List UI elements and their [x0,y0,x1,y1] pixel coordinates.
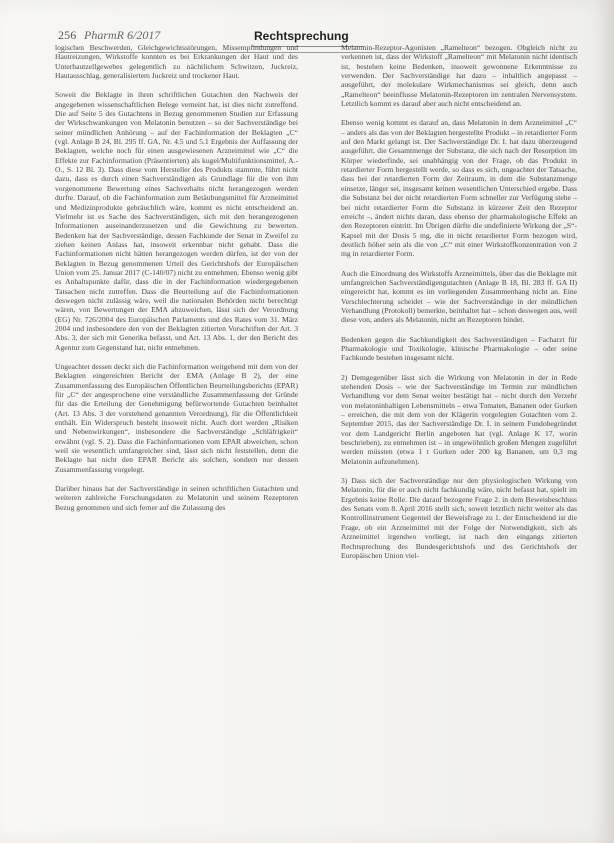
right-paragraph-4: Bedenken gegen die Sachkundigkeit des Sachverständigen – Facharzt für Pharmakologie und Toxikologie, klinische Pharmakologie – oder seine Fachkunde bestehen insgesamt nicht. [341,334,577,363]
right-column [341,43,577,570]
left-paragraph-1: logischen Beschwerden, Gleichgewichtsstörungen, Missempfindungen und Hautreizungen, Wirkstoffe konnten es bei Erkrankungen der Haut und des Unterhautzellgewebes gelegentlich zu nächtlichem Schwitzen, Juckreiz, Hautausschlag, generalisiertem Juckreiz und trockener Haut. [55,43,298,81]
page-number: 256 [58,28,77,42]
left-paragraph-3: Ungeachtet dessen deckt sich die Fachinformation weitgehend mit dem von der Beklagten eingereichten Bericht der EMA (Anlage B 2), der eine Zusammenfassung des Europäischen Öffentlichen Beurteilungsberichts (EPAR) für „C“ der angesprochene eine verständliche Zusammenfassung der Gründe für das die Erteilung der Genehmigung befürwortende Gutachten beinhaltet (Art. 13 Abs. 3 der vorstehend genannten Verordnung), für die Öffentlichkeit enthält. Ein Widerspruch besteht insoweit nicht. Auch dort werden „Risiken und Nebenwirkungen“, insbesondere die Sachverständige „Schläfrigkeit“ erwähnt (vgl. S. 2). Dass die Fachinformationen vom EPAR abweichen, schon weil sie wesentlich umfangreicher sind, lässt sich nicht feststellen, denn die Beklagte hat nicht den EPAR Bericht als solchen, sondern nur dessen Zusammenfassung vorgelegt. [55,362,298,474]
right-paragraph-2: Ebenso wenig kommt es darauf an, dass Melatonin in dem Arzneimittel „C“ – anders als das von der Beklagten hergestellte Produkt – in retardierter Form auf den Markt gelangt ist. Der Sachverständige Dr. I. hat dazu überzeugend ausgeführt, die Gesamtmenge der Substanz, die sich nach der Resorption im Körper wiederfinde, sei unabhängig von der Frage, ob das Produkt in retardierter Form hergestellt werde, so dass es sich, ungeachtet der Tatsache, dass bei der retardierten Form der Zeitraum, in dem die Substanzmenge einsetze, länger sei, insgesamt keinen wesentlichen Unterschied ergebe. Dass die Substanz bei der nicht retardierten Form schneller zur Verfügung stehe – bei nicht retardierter Form die Substanz in kürzerer Zeit den Rezeptor erreicht –, ändert nichts daran, dass ebenso der pharmakologische Effekt an den Rezeptoren eintritt. Im Übrigen dürfte die undefinierte Wirkung der „S“-Kapsel mit der Dosis 5 mg, die in nicht retardierter Form bezogen wird, deutlich höher sein als die von „C“ mit einer Wirkstoffkonzentration von 2 mg in retardierter Form. [341,118,577,259]
right-paragraph-5: 2) Demgegenüber lässt sich die Wirkung von Melatonin in der in Rede stehenden Dosis – wie der Sachverständige im Termin zur mündlichen Verhandlung vor dem Senat weiter bestätigt hat – nicht durch den Verzehr von melatoninhaltigen Lebensmitteln – etwa Tomaten, Bananen oder Gurken – erreichen, die mit dem von der Klägerin vorgelegten Gutachten vom 2. September 2015, das der Sachverständige Dr. I. in seinem Fundobegründet vor dem Landgericht Berlin angeboten hat (vgl. Anlage K 17, worin beschrieben), zu entnehmen ist – in ungewöhnlich großen Mengen zugeführt werden müssten (etwa 1 t Gurken oder 200 kg Bananen, um 0,3 mg Melatonin aufzunehmen). [341,372,577,466]
left-paragraph-2: Soweit die Beklagte in ihren schriftlichen Gutachten den Nachweis der angegebenen wissenschaftlichen Belege verneint hat, ist dies nicht zutreffend. Die auf Seite 5 des Gutachtens in Bezug genommenen Studien zur Erfassung der Wirkschwankungen von Melatonin benutzen – so der Sachverständige bei seiner mündlichen Anhörung – auf der Fachinformation der Beklagten „C“ (vgl. Anlage B 24, Bl. 295 ff. GA, Nr. 4.5 und 5.1 Ergebnis der Auffassung der Beklagten, welche noch für einen ausgewiesenen Arzneimittel wie „C“ die Effekte zur Fachinformation (Präsentierten) als kugel/Multifunktionsmittel, A.-O., S. 12 Bl. 3). Dass diese vom Hersteller des Produkts stammte, führt nicht dazu, dass es durch einen Sachverständigen als Grundlage für die von ihm vorgenommene Bewertung eines Sachverhalts nicht herangezogen werden durfte. Darauf, ob die Fachinformation zum Betäubungsmittel für Arzneimittel und Medizinprodukte gebräuchlich wäre, kommt es nicht entscheidend an. Vielmehr ist es Sache des Sachverständigen, sich mit den herangezogenen Informationen auseinanderzusetzen und die Gewichtung zu bewerten. Bedenken hat der Sachverständige, dessen Fachkunde der Senat in Zweifel zu ziehen keinen Anlass hat, insoweit erkennbar nicht gehabt. Dass die Fachinformationen nicht hätten herangezogen werden dürfen, ist der von der Beklagten in Bezug genommenen Urteil des Gerichtshofs der Europäischen Union vom 25. Januar 2017 (C-140/07) nicht zu entnehmen. Ebenso wenig gibt es Anhaltspunkte dafür, dass die in der Fachinformation wiedergegebenen Tatsachen nicht zutreffen. Dass die Beurteilung auf die Fachinformationen deswegen nicht zulässig wäre, weil die nationalen Behörden nicht berechtigt wären, von Bewertungen der EMA abzuweichen, lässt sich der Verordnung (EG) Nr. 726/2004 des Europäischen Parlaments und des Rates vom 31. März 2004 und insbesondere den von der Beklagten zitierten Vorschriften der Art. 3 Abs. 3, der sich mit Generika befasst, und Art. 13 Abs. 1, der den Bericht des Agentur zum Gegenstand hat, nicht entnehmen. [55,90,298,352]
right-paragraph-1: Melatonin-Rezeptor-Agonisten „Ramelteon“ bezogen. Obgleich nicht zu verkennen ist, dass der Wirkstoff „Ramelteon“ mit Melatonin nicht identisch ist, bestehen keine Bedenken, insoweit gewonnene Erkenntnisse zu verwenden. Der Sachverständige hat dazu – inhaltlich angepasst – ausgeführt, der molekulare Wirkmechanismus sei gleich, denn auch „Ramelteon“ beeinflusse Melatonin-Rezeptoren im zentralen Nervensystem. Letztlich kommt es darauf aber auch nicht entscheidend an. [341,43,577,109]
right-paragraph-6: 3) Dass sich der Sachverständige nur den physiologischen Wirkung von Melatonin, für die er auch nicht fachkundig wäre, nicht befasst hat, spielt im Ergebnis keine Rolle. Die darauf bezogene Frage 2. in dem Beweisbeschluss des Senats vom 8. April 2016 stellt sich, soweit letztlich nicht weiter als das Kontrollinstrument Gegenteil der Beweisfrage zu 1. der Entscheidend ist die Frage, ob ein Arzneimittel mit der Folge der Notwendigkeit, sich als Arzneimittel irgendwo vorliegt, ist nach den eingangs zitierten Rechtsprechung des Bundesgerichtshofs und des Gerichtshofs der Europäischen Union viel- [341,476,577,560]
journal-title: PharmR 6/2017 [84,28,161,42]
right-paragraph-3: Auch die Einordnung des Wirkstoffs Arzneimittels, über das die Beklagte mit umfangreichen Sachverständigengutachten (Anlage B 18, Bl. 283 ff. GA II) eingereicht hat, kommt es im vorliegenden Zusammenhang nicht an. Eine Verschlechterung scheidet – wie der Sachverständige in der mündlichen Verhandlung (Protokoll) bemerkte, beinhaltet hat – schon deswegen aus, weil diese von, anders als Melatonin, nicht an Rezeptoren bindet. [341,268,577,325]
article-columns [55,43,580,813]
section-title: Rechtsprechung [254,29,349,43]
left-paragraph-4: Darüber hinaus hat der Sachverständige in seinen schriftlichen Gutachten und weiteren zahlreiche Forschungsdaten zu Melatonin und seinem Rezeptoren Bezug genommen und sich ferner auf die Zulassung des [55,484,298,512]
page-edge-shadow [594,0,614,843]
left-column [55,43,298,522]
